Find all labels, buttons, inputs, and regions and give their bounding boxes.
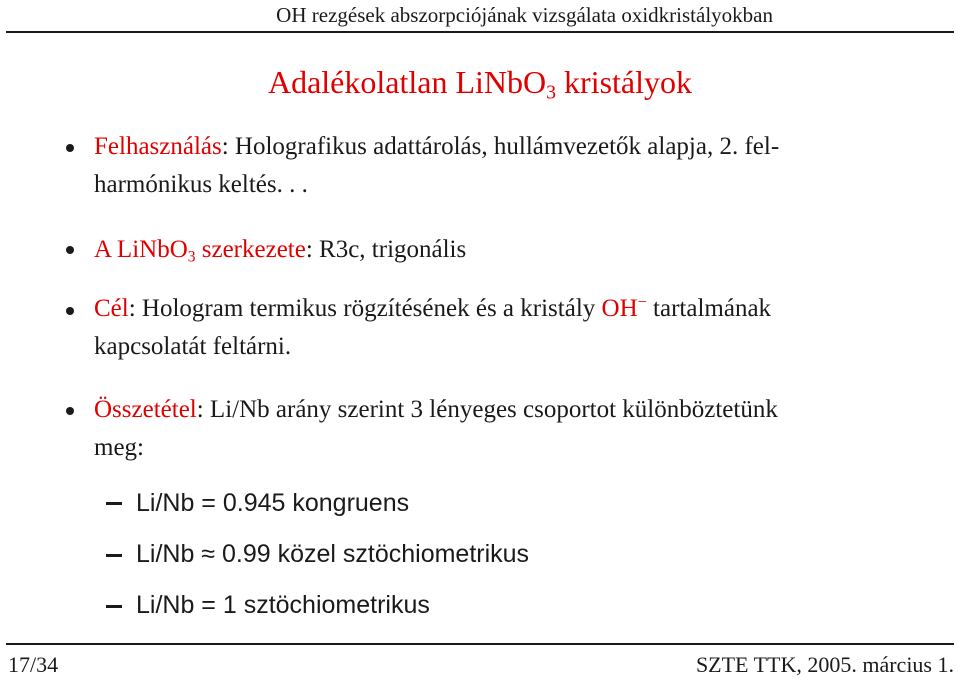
bullet-text: : Hologram termikus rögzítésének és a kristály xyxy=(128,295,602,322)
bullet-text: : Holografikus adattárolás, hullámvezetők alapja, 2. fel- xyxy=(221,133,780,160)
bullet-label xyxy=(94,236,306,266)
bullet-label: Cél xyxy=(94,295,129,322)
bullet-item-usage xyxy=(94,128,929,204)
bullet-item-goal xyxy=(94,290,929,366)
sub-bullet-dash xyxy=(106,605,122,608)
bullet-label: Összetétel xyxy=(94,396,197,423)
bullet-label-subscript: 3 xyxy=(187,248,196,266)
hydroxide-formula: OH xyxy=(601,295,638,322)
bullet-label: Felhasználás xyxy=(94,133,222,160)
bullet-dot xyxy=(66,307,74,315)
bullet-text-continued: meg: xyxy=(94,434,144,461)
bullet-item-structure xyxy=(94,231,929,269)
slide-title-formula: LiNbO xyxy=(455,64,547,100)
sub-item-congruent: Li/Nb = 0.945 kongruens xyxy=(136,489,410,517)
page-number: 17/34 xyxy=(8,652,59,677)
bullet-text-continued: kapcsolatát feltárni. xyxy=(94,333,292,360)
bullet-label-suffix: szerkezete xyxy=(195,236,306,263)
sub-bullet-dash xyxy=(106,554,122,557)
bullet-highlight xyxy=(602,295,647,322)
bullet-text-continued: harmónikus keltés. . . xyxy=(94,171,308,198)
slide-title-prefix: Adalékolatlan xyxy=(267,64,456,100)
footer-venue-date: SZTE TTK, 2005. március 1. xyxy=(695,652,954,677)
bullet-item-composition xyxy=(94,391,929,467)
sub-bullet-dash xyxy=(106,502,122,505)
bullet-label-prefix: A LiNbO xyxy=(94,236,188,263)
bullet-text-after: tartalmának xyxy=(646,295,772,322)
sub-item-stoichiometric: Li/Nb = 1 sztöchiometrikus xyxy=(136,591,430,619)
slide-title-subscript: 3 xyxy=(546,81,557,104)
bullet-dot xyxy=(66,246,74,254)
sub-item-near-stoichiometric: Li/Nb ≈ 0.99 közel sztöchiometrikus xyxy=(136,540,530,568)
slide-title-suffix: kristályok xyxy=(556,64,693,100)
presentation-title: OH rezgések abszorpciójának vizsgálata oxidkristályokban xyxy=(276,3,773,27)
footer-divider xyxy=(6,643,954,645)
bullet-text: : R3c, trigonális xyxy=(305,236,467,263)
bullet-text: : Li/Nb arány szerint 3 lényeges csoportot különböztetünk xyxy=(196,396,778,423)
bullet-dot xyxy=(66,407,74,415)
bullet-dot xyxy=(66,144,74,152)
hydroxide-charge: − xyxy=(637,293,647,312)
